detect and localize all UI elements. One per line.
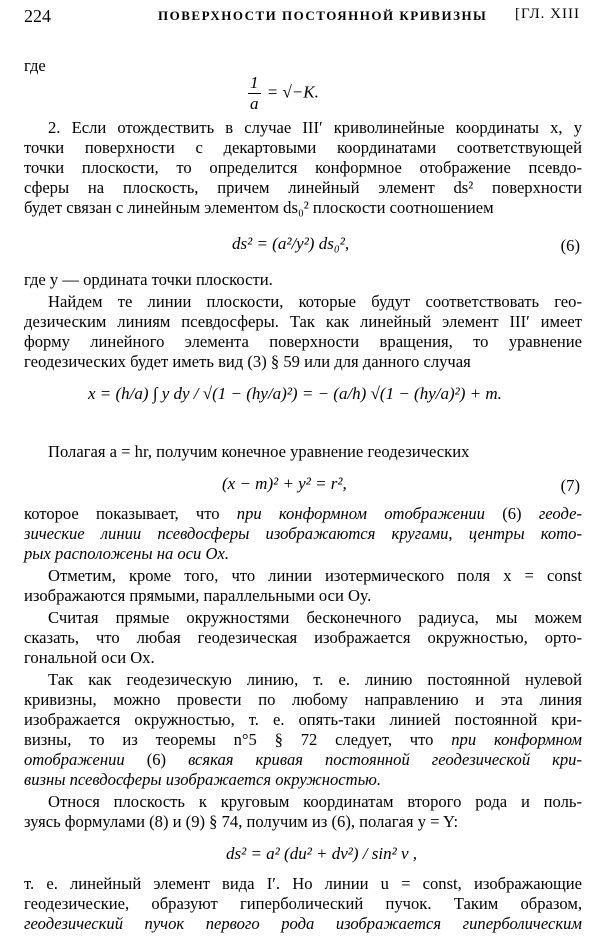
text-line: точки поверхности с декартовыми координатами соответствующей [24,138,582,157]
text-line: геодезические, образуют гиперболический пучок. Таким образом, [24,894,582,913]
text-line-mixed [24,750,582,770]
text-line-mixed [24,504,582,524]
equation-geodesic: x = (h/a) ∫ y dy / √(1 − (hy/a)²) = − (a/h) √(1 − (hy/a)²) + m. [88,384,502,403]
equation-6: ds² = (a²/y²) ds₀², [232,234,350,253]
text-line: геодезических будет иметь вид (3) § 59 или для данного случая [24,352,471,371]
text-line: т. е. линейный элемент вида I′. Но линии u = const, изображающие [24,874,582,893]
text-line: сказать, что любая геодезическая изображается окружностью, орто- [24,628,582,647]
text-span: (6) [124,750,189,769]
text-line-italic: зические линии псевдосферы изображаются кругами, центры кото- [24,524,582,543]
text-line: где y — ордината точки плоскости. [24,270,273,289]
running-title: ПОВЕРХНОСТИ ПОСТОЯННОЙ КРИВИЗНЫ [158,8,488,23]
text-span: которое показывает, что [24,504,237,523]
text-line: Считая прямые окружностями бесконечного радиуса, мы можем [48,608,582,627]
page-number: 224 [24,6,51,26]
text-line: Относя плоскость к круговым координатам второго рода и поль- [48,792,582,811]
equation-number-7: (7) [560,476,580,495]
text-line: Отметим, кроме того, что линии изотермического поля x = const [48,566,582,585]
text-span-italic: геоде- [538,504,582,523]
text-line-italic: геодезический пучок первого рода изображается гиперболическим [24,914,582,933]
page-header [0,6,600,32]
text-line: форму линейного элемента поверхности вращения, то уравнение [24,332,582,351]
text-line-italic: визны псевдосферы изображается окружностью. [24,770,381,789]
text-line: изображаются прямыми, параллельными оси Oy. [24,586,372,605]
eq1-num: 1 [250,73,259,92]
text-span-italic: всякая кривая постоянной геодезической кри- [188,750,582,769]
equation-7: (x − m)² + y² = r², [222,474,347,493]
text-span-italic: при конформном отображении [236,504,485,523]
text-line-italic: рых расположены на оси Ox. [24,544,229,563]
text-span-italic: отображении [24,750,125,769]
text-line: Найдем те линии плоскости, которые будут соответствовать гео- [48,292,582,311]
text-line: гональной оси Ox. [24,648,155,667]
eq1-rhs: = √−K. [266,82,319,102]
equation-ds-circular: ds² = a² (du² + dv²) / sin² v , [226,844,418,863]
equation-number-6: (6) [560,236,580,255]
text-line: сферы на плоскость, причем линейный элемент ds² поверхности [24,178,582,197]
text-line: 2. Если отождествить в случае III′ криволинейные координаты x, y [48,118,582,137]
equation-curvature [246,74,319,113]
text-line: точки плоскости, то определится конформное отображение псевдо- [24,158,582,177]
text-line: Так как геодезическую линию, т. е. линию постоянной нулевой [48,670,582,689]
text-line: будет связан с линейным элементом ds₀² плоскости соотношением [24,198,494,217]
eq1-den: a [250,93,259,113]
text-line: изображается окружностью, т. е. опять-таки линией постоянной кри- [24,710,582,729]
text-span: визны, то из теоремы n°5 § 72 следует, что [24,730,452,749]
text-span-italic: при конформном [451,730,583,749]
text-line-mixed [24,730,582,750]
text-line: дезическим линиям псевдосферы. Так как линейный элемент III′ имеет [24,312,582,331]
chapter-label: [ГЛ. XIII [514,6,580,22]
text-line: зуясь формулами (8) и (9) § 74, получим из (6), полагая y = Y: [24,812,459,831]
text-line: кривизны, можно провести по любому направлению и эта линия [24,690,582,709]
text-line: где [24,56,46,75]
text-line: Полагая a = hr, получим конечное уравнение геодезических [48,442,470,461]
text-span: (6) [484,504,539,523]
